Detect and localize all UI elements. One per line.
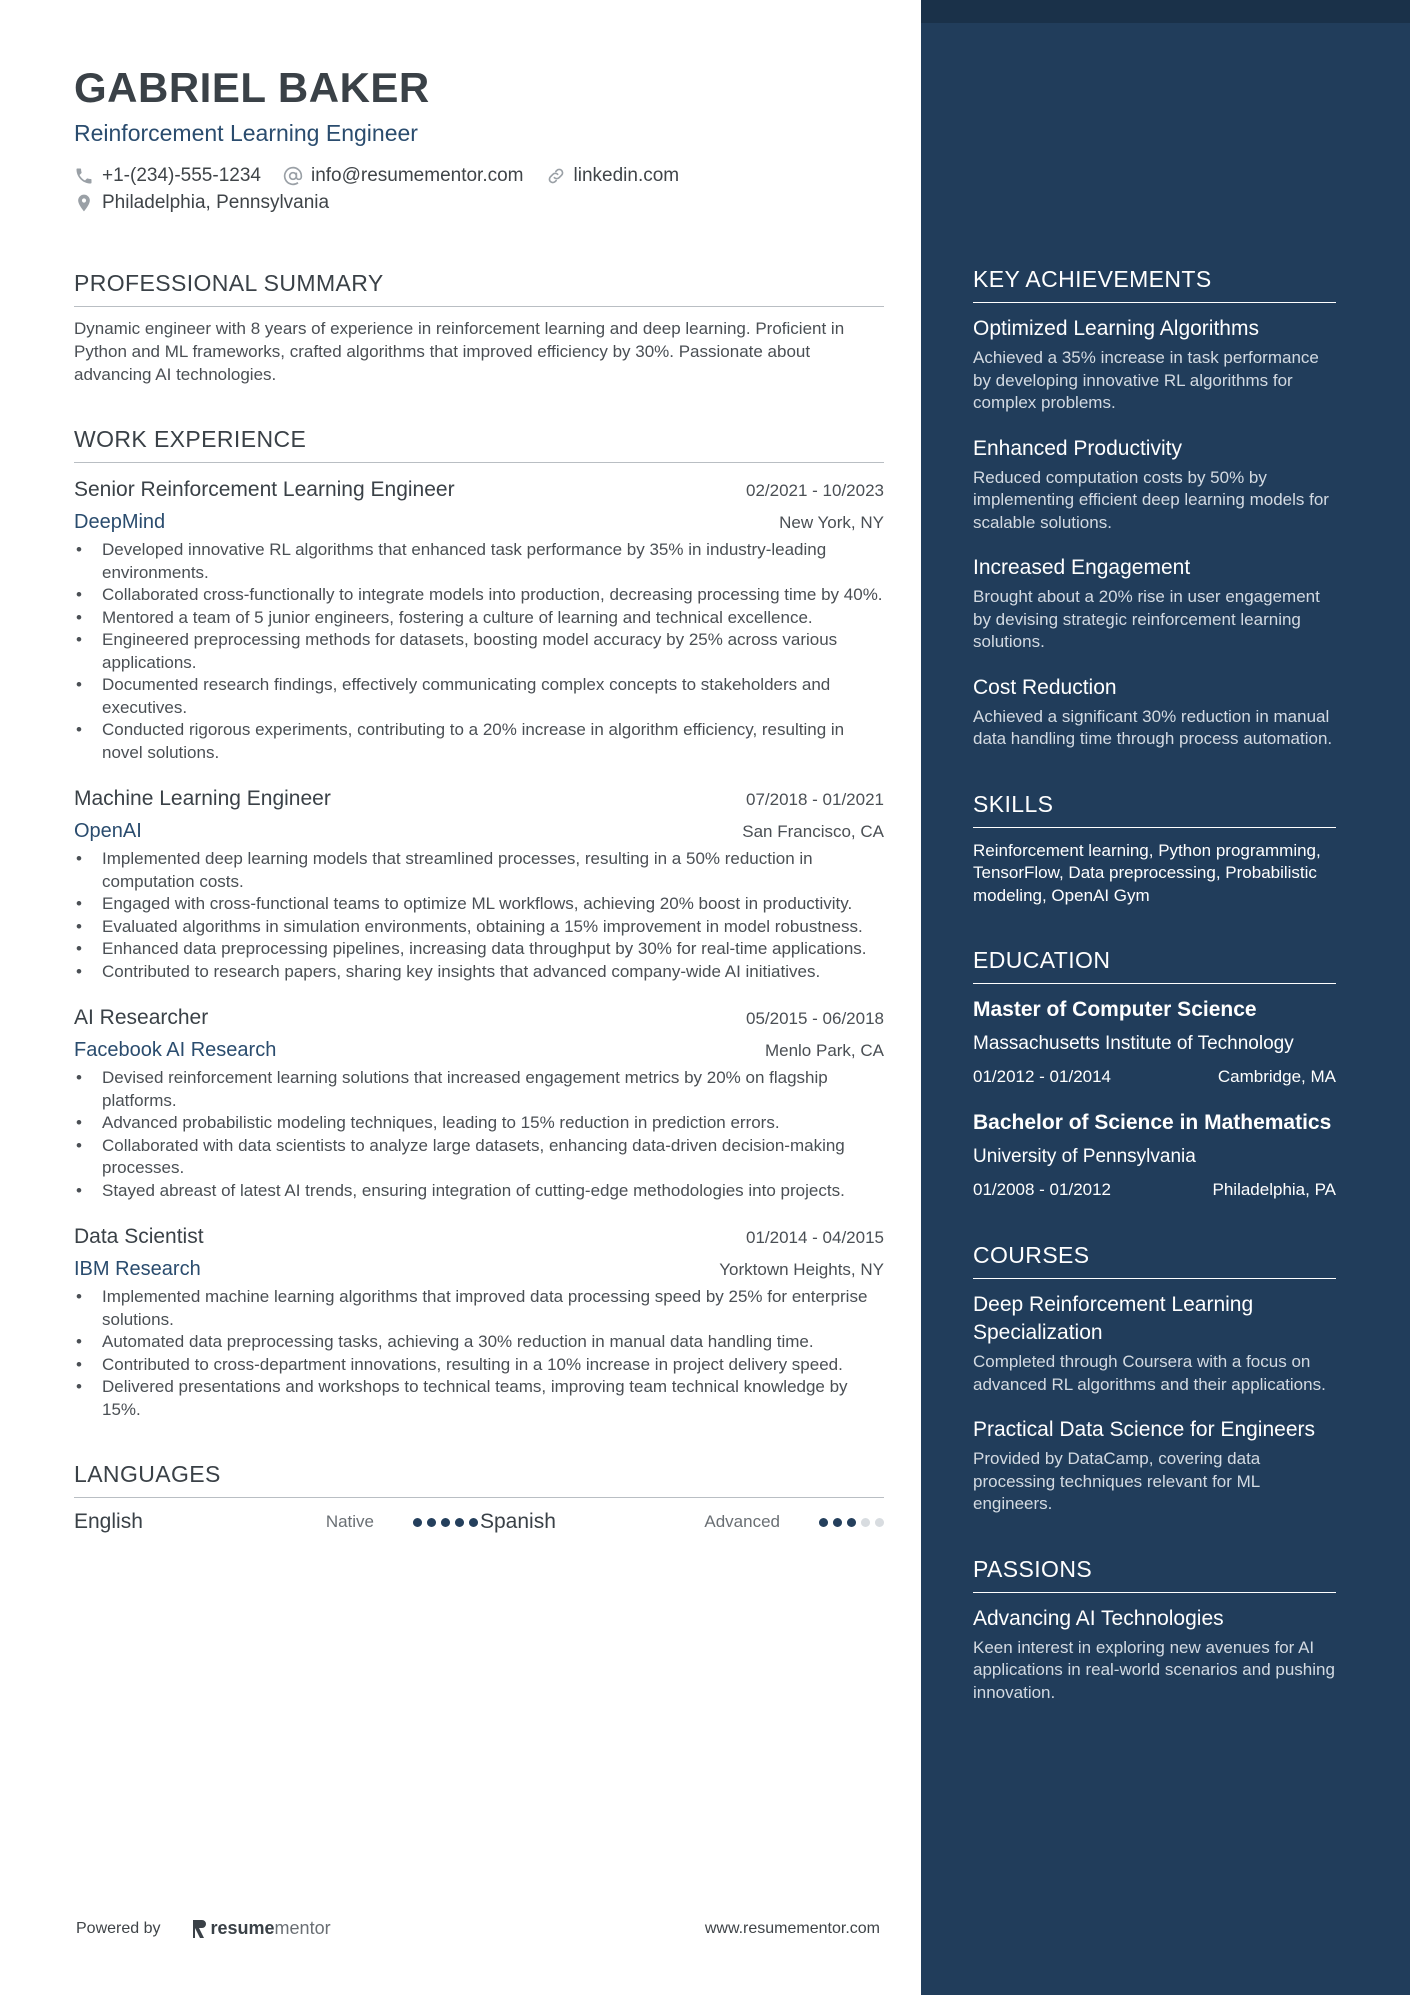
job-title: Machine Learning Engineer <box>74 787 331 810</box>
achievement-desc: Reduced computation costs by 50% by implementing efficient deep learning models for scalable solutions. <box>973 467 1329 532</box>
job-location: New York, NY <box>779 513 884 532</box>
achievement-item <box>973 315 1336 415</box>
language-list <box>74 1510 884 1534</box>
company-name: IBM Research <box>74 1258 201 1280</box>
job-dates: 01/2014 - 04/2015 <box>745 1228 884 1247</box>
job-bullet: • Evaluated algorithms in simulation environments, obtaining a 15% improvement in model robustness. <box>74 916 884 939</box>
candidate-title: Reinforcement Learning Engineer <box>74 120 418 146</box>
rating-dot-filled <box>455 1518 464 1527</box>
school: University of Pennsylvania <box>973 1146 1196 1167</box>
job-bullets <box>74 1067 884 1202</box>
footer <box>76 1918 880 1939</box>
location-text: Philadelphia, Pennsylvania <box>102 191 330 213</box>
language-rating <box>408 1518 478 1527</box>
main-content <box>74 62 884 1534</box>
job-bullet: • Conducted rigorous experiments, contributing to a 20% increase in algorithm efficiency, resulting in novel solutions. <box>74 719 884 764</box>
at-icon <box>283 166 303 186</box>
passion-title: Advancing AI Technologies <box>973 1606 1224 1630</box>
job-entry <box>74 784 884 983</box>
passions-section <box>973 1554 1336 1705</box>
section-heading: PASSIONS <box>973 1554 1336 1593</box>
job-title: Senior Reinforcement Learning Engineer <box>74 478 455 501</box>
job-bullet: • Developed innovative RL algorithms that enhanced task performance by 35% in industry-leading environments. <box>74 539 884 584</box>
company-name: DeepMind <box>74 511 166 533</box>
section-heading: COURSES <box>973 1240 1336 1279</box>
education-location: Philadelphia, PA <box>1212 1180 1336 1199</box>
languages-section <box>74 1459 884 1534</box>
job-entry <box>74 475 884 764</box>
achievement-desc: Achieved a 35% increase in task performance by developing innovative RL algorithms for complex problems. <box>973 348 1319 412</box>
job-dates: 02/2021 - 10/2023 <box>745 481 884 500</box>
language-name: Spanish <box>480 1510 556 1533</box>
job-location: Yorktown Heights, NY <box>719 1260 884 1279</box>
course-item <box>973 1291 1336 1396</box>
job-bullet: • Implemented deep learning models that streamlined processes, resulting in a 50% reduction in computation costs. <box>74 848 884 893</box>
achievement-item <box>973 554 1336 654</box>
job-bullets <box>74 539 884 764</box>
skills-section <box>973 789 1336 908</box>
section-heading: SKILLS <box>973 789 1336 828</box>
resumementor-logo[interactable] <box>191 1918 331 1939</box>
course-item <box>973 1416 1336 1516</box>
job-entry <box>74 1003 884 1202</box>
achievements-section <box>973 264 1336 751</box>
experience-section <box>74 424 884 1421</box>
language-level: Advanced <box>704 1512 780 1531</box>
job-bullet: • Advanced probabilistic modeling techniques, leading to 15% reduction in prediction errors. <box>74 1112 884 1135</box>
job-bullet: • Collaborated with data scientists to analyze large datasets, enhancing data-driven decision-making processes. <box>74 1135 884 1180</box>
job-bullets <box>74 848 884 983</box>
job-dates: 05/2015 - 06/2018 <box>745 1009 884 1028</box>
email-contact[interactable] <box>283 165 524 187</box>
job-dates: 07/2018 - 01/2021 <box>745 790 884 809</box>
powered-by <box>76 1918 331 1939</box>
job-bullet: • Collaborated cross-functionally to integrate models into production, decreasing processing time by 40%. <box>74 584 884 607</box>
job-bullet: • Mentored a team of 5 junior engineers, fostering a culture of learning and technical excellence. <box>74 607 884 630</box>
job-title: AI Researcher <box>74 1006 209 1029</box>
job-bullet: • Enhanced data preprocessing pipelines, increasing data throughput by 30% for real-time applications. <box>74 938 884 961</box>
education-item <box>973 996 1336 1089</box>
education-item <box>973 1109 1336 1202</box>
achievement-item <box>973 674 1336 751</box>
rating-dot-filled <box>833 1518 842 1527</box>
phone-icon <box>74 166 94 186</box>
job-bullet: • Implemented machine learning algorithms that improved data processing speed by 25% for enterprise solutions. <box>74 1286 884 1331</box>
job-bullet: • Delivered presentations and workshops to technical teams, improving team technical knowledge by 15%. <box>74 1376 884 1421</box>
rating-dot-filled <box>413 1518 422 1527</box>
contact-info <box>74 162 884 216</box>
phone-text: +1-(234)-555-1234 <box>102 164 261 186</box>
rating-dot-filled <box>847 1518 856 1527</box>
location-pin-icon <box>74 193 94 213</box>
courses-section <box>973 1240 1336 1516</box>
education-section <box>973 945 1336 1202</box>
contact-row <box>74 189 884 216</box>
education-dates: 01/2012 - 01/2014 <box>973 1067 1112 1086</box>
powered-by-text: Powered by <box>76 1919 161 1937</box>
section-heading: PROFESSIONAL SUMMARY <box>74 268 884 307</box>
candidate-name: GABRIEL BAKER <box>74 64 430 111</box>
achievement-desc: Brought about a 20% rise in user engagement by devising strategic reinforcement learning solutions. <box>973 587 1320 651</box>
rating-dot-filled <box>819 1518 828 1527</box>
course-title: Practical Data Science for Engineers <box>973 1418 1315 1441</box>
language-rating <box>814 1518 884 1527</box>
rating-dot-filled <box>427 1518 436 1527</box>
achievement-title: Cost Reduction <box>973 675 1117 699</box>
job-bullet: • Documented research findings, effectively communicating complex concepts to stakeholders and executives. <box>74 674 884 719</box>
logo-icon <box>191 1919 207 1939</box>
rating-dot-filled <box>469 1518 478 1527</box>
summary-text: Dynamic engineer with 8 years of experience in reinforcement learning and deep learning. Proficient in Python and ML frameworks, crafted algorithms that improved efficiency by 30%. Passionate about advancing AI technologies. <box>74 319 845 384</box>
job-bullet: • Contributed to cross-department innovations, resulting in a 10% increase in project delivery speed. <box>74 1354 884 1377</box>
school: Massachusetts Institute of Technology <box>973 1033 1294 1054</box>
link-icon <box>546 166 566 186</box>
rating-dot-filled <box>441 1518 450 1527</box>
course-title: Deep Reinforcement Learning Specialization <box>973 1293 1254 1344</box>
education-dates: 01/2008 - 01/2012 <box>973 1180 1112 1199</box>
contact-row <box>74 162 884 189</box>
linkedin-text: linkedin.com <box>573 164 680 186</box>
location-contact <box>74 192 329 214</box>
company-name: Facebook AI Research <box>74 1039 277 1061</box>
rating-dot-empty <box>875 1518 884 1527</box>
achievement-title: Enhanced Productivity <box>973 436 1182 460</box>
course-desc: Provided by DataCamp, covering data processing techniques relevant for ML engineers. <box>973 1449 1261 1513</box>
section-heading: EDUCATION <box>973 945 1336 984</box>
job-bullet: • Contributed to research papers, sharing key insights that advanced company-wide AI initiatives. <box>74 961 884 984</box>
achievement-desc: Achieved a significant 30% reduction in manual data handling time through process automation. <box>973 706 1333 748</box>
section-heading: WORK EXPERIENCE <box>74 424 884 463</box>
job-bullet: • Automated data preprocessing tasks, achieving a 30% reduction in manual data handling time. <box>74 1331 884 1354</box>
job-bullet: • Engineered preprocessing methods for datasets, boosting model accuracy by 25% across various applications. <box>74 629 884 674</box>
course-desc: Completed through Coursera with a focus on advanced RL algorithms and their applications. <box>973 1352 1326 1394</box>
job-bullets <box>74 1286 884 1421</box>
job-bullet: • Devised reinforcement learning solutions that increased engagement metrics by 20% on flagship platforms. <box>74 1067 884 1112</box>
degree: Bachelor of Science in Mathematics <box>973 1111 1332 1134</box>
language-level: Native <box>325 1512 374 1531</box>
rating-dot-empty <box>861 1518 870 1527</box>
language-name: English <box>74 1510 143 1533</box>
logo-text-bold: resume <box>210 1918 275 1938</box>
phone-contact[interactable] <box>74 165 261 187</box>
logo-text-light: mentor <box>274 1918 331 1938</box>
job-bullet: • Stayed abreast of latest AI trends, ensuring integration of cutting-edge methodologies into projects. <box>74 1180 884 1203</box>
sidebar <box>921 0 1410 1995</box>
achievement-item <box>973 435 1336 535</box>
passion-item <box>973 1605 1336 1705</box>
job-location: San Francisco, CA <box>742 822 884 841</box>
summary-section <box>74 268 884 386</box>
linkedin-contact[interactable] <box>546 165 680 187</box>
website-link[interactable]: www.resumementor.com <box>704 1919 880 1937</box>
job-entry <box>74 1222 884 1421</box>
skills-text: Reinforcement learning, Python programming, TensorFlow, Data preprocessing, Probabilistic modeling, OpenAI Gym <box>973 840 1321 905</box>
achievement-title: Increased Engagement <box>973 556 1191 579</box>
achievement-title: Optimized Learning Algorithms <box>973 317 1259 340</box>
degree: Master of Computer Science <box>973 998 1257 1021</box>
job-location: Menlo Park, CA <box>764 1041 884 1060</box>
passion-desc: Keen interest in exploring new avenues for AI applications in real-world scenarios and pushing innovation. <box>973 1637 1335 1702</box>
sidebar-content <box>973 264 1336 1742</box>
email-text: info@resumementor.com <box>310 164 524 186</box>
section-heading: LANGUAGES <box>74 1459 884 1498</box>
job-title: Data Scientist <box>74 1225 204 1248</box>
section-heading: KEY ACHIEVEMENTS <box>973 264 1336 303</box>
company-name: OpenAI <box>74 820 142 842</box>
language-item <box>74 1510 478 1534</box>
language-item <box>480 1510 884 1534</box>
education-location: Cambridge, MA <box>1217 1067 1336 1086</box>
job-bullet: • Engaged with cross-functional teams to optimize ML workflows, achieving 20% boost in productivity. <box>74 893 884 916</box>
sidebar-top-band <box>921 0 1410 23</box>
